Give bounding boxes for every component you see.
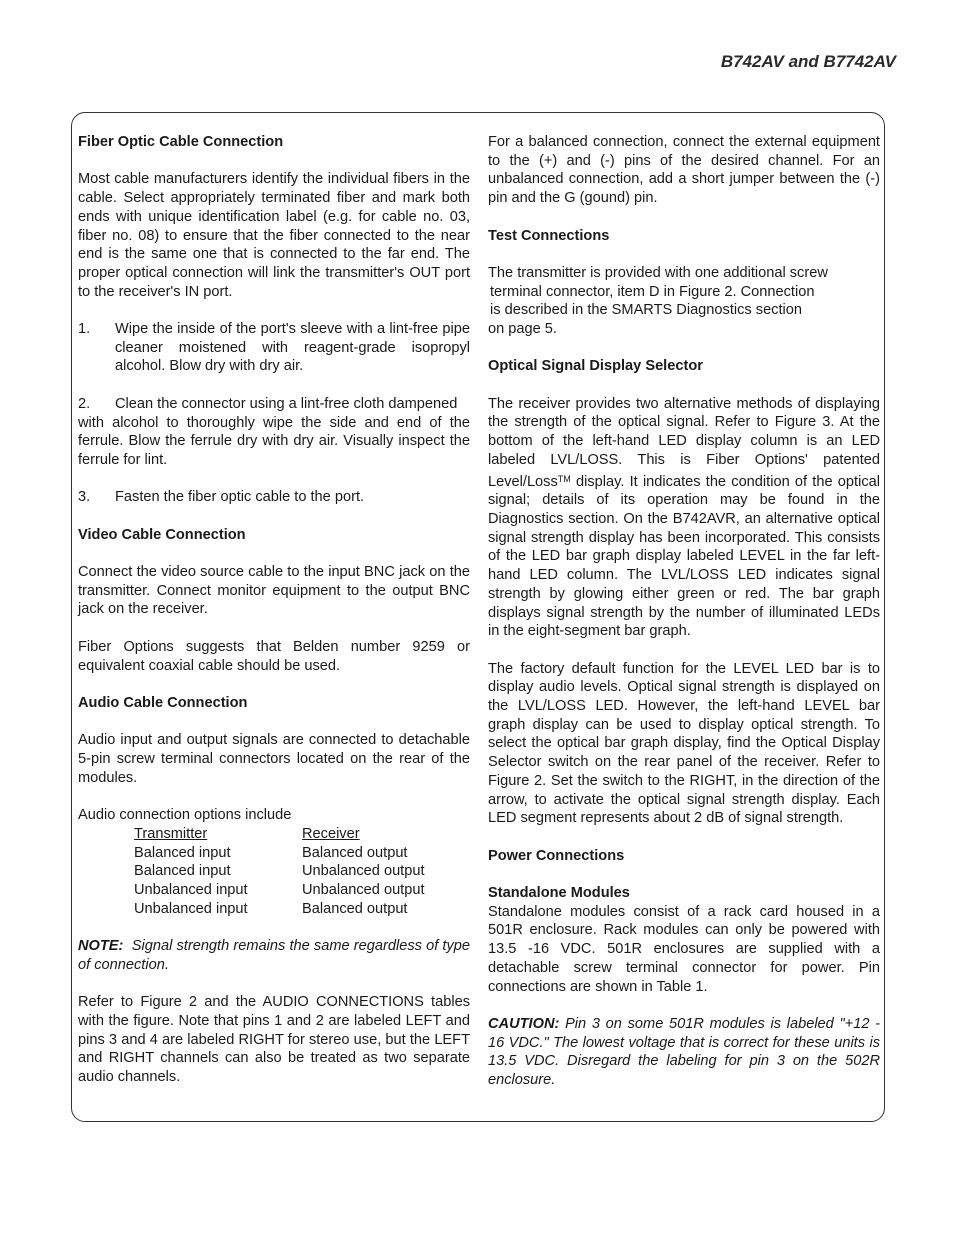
audio-options-header-row — [134, 825, 470, 844]
video-paragraph-2: Fiber Options suggests that Belden number 9259 or equivalent coaxial cable should be used. — [78, 638, 470, 674]
power-heading: Power Connections — [488, 847, 625, 864]
optical-paragraph-2: The factory default function for the LEVEL LED bar is to display audio levels. Optical signal strength is displayed on the LVL/LOSS LED. However, the left-hand LEVEL bar graph display can be used to display optical strength. To select the optical bar graph display, find the Optical Display Selector switch on the rear panel of the receiver. Refer to Figure 2. Set the switch to the RIGHT, in the direction of the arrow, to activate the optical signal strength display. Each LED segment represents about 2 dB of signal strength. — [488, 660, 880, 827]
left-column — [78, 133, 470, 1105]
step-2-number: 2. — [78, 395, 91, 412]
signal-note — [78, 937, 470, 974]
audio-option-row — [134, 900, 470, 919]
note-text: Signal strength remains the same regardless of type of connection. — [78, 938, 471, 973]
balanced-paragraph: For a balanced connection, connect the external equipment to the (+) and (-) pins of the desired channel. For an unbalanced connection, add a short jumper between the (-) pin and the G (gound) pin. — [488, 134, 880, 207]
audio-options-header-transmitter: Transmitter — [134, 825, 208, 842]
test-heading: Test Connections — [488, 227, 610, 244]
audio-options-table — [134, 825, 470, 919]
caution-text: Pin 3 on some 501R modules is labeled "+12 - 16 VDC." The lowest voltage that is correct for these units is 13.5 VDC. Disregard the labeling for pin 3 on the 502R enclosure. — [488, 1015, 880, 1089]
audio-option-row — [134, 881, 470, 900]
audio-option-row — [134, 844, 470, 863]
audio-paragraph-2: Refer to Figure 2 and the AUDIO CONNECTIONS tables with the figure. Note that pins 1 and 2 are labeled LEFT and pins 3 and 4 are labeled RIGHT for stereo use, but the LEFT and RIGHT channels can also be treated as two separate audio channels. — [78, 994, 470, 1085]
caution-label: CAUTION: — [488, 1015, 560, 1032]
caution-note — [488, 1015, 880, 1090]
optical-paragraph-1-b: display. It indicates the condition of the optical signal; details of its operation may be found in the Diagnostics section. On the B742AVR, an alternative optical signal strength display has been incorporated. This consists of the LED bar graph display labeled LEVEL in the far left-hand LED column. The LVL/LOSS LED indicates signal strength by glowing either green or red. The bar graph displays signal strength by the number of illuminated LEDs in the eight-segment bar graph. — [488, 473, 880, 640]
audio-option-transmitter: Balanced input — [134, 844, 231, 861]
right-column — [488, 133, 880, 1108]
fiber-heading: Fiber Optic Cable Connection — [78, 134, 284, 150]
step-2-text: Clean the connector using a lint-free cloth dampened — [115, 395, 458, 412]
optical-paragraph-1 — [488, 395, 880, 641]
audio-option-transmitter: Unbalanced input — [134, 900, 248, 917]
video-heading: Video Cable Connection — [78, 526, 246, 543]
standalone-heading: Standalone Modules — [488, 885, 630, 902]
step-2-continuation: with alcohol to thoroughly wipe the side and end of the ferrule. Blow the ferrule dry with dry air. Visually inspect the ferrule for lint. — [78, 414, 470, 468]
video-paragraph-1: Connect the video source cable to the input BNC jack on the transmitter. Connect monitor equipment to the output BNC jack on the receiver. — [78, 564, 470, 618]
audio-option-receiver: Balanced output — [302, 844, 408, 861]
document-header-title: B742AV and B7742AV — [720, 52, 896, 71]
standalone-paragraph: Standalone modules consist of a rack card housed in a 501R enclosure. Rack modules can only be powered with 13.5 -16 VDC. 501R enclosures are supplied with a detachable screw terminal connector for power. Pin connections are shown in Table 1. — [488, 903, 880, 995]
test-line-4: on page 5. — [488, 321, 557, 337]
step-1-number: 1. — [78, 321, 91, 337]
audio-options-intro: Audio connection options include — [78, 807, 292, 824]
step-2 — [78, 395, 470, 414]
audio-options-header-receiver: Receiver — [302, 825, 360, 842]
trademark-mark: TM — [557, 473, 571, 484]
step-1 — [78, 320, 470, 376]
test-line-2: terminal connector, item D in Figure 2. Connection — [490, 283, 815, 300]
test-line-1: The transmitter is provided with one additional screw — [488, 264, 828, 281]
note-label: NOTE: — [78, 938, 124, 955]
step-3-text: Fasten the fiber optic cable to the port. — [115, 489, 365, 506]
step-3-number: 3. — [78, 489, 91, 506]
audio-paragraph-1: Audio input and output signals are connected to detachable 5-pin screw terminal connectors located on the rear of the modules. — [78, 732, 470, 786]
audio-option-receiver: Balanced output — [302, 900, 408, 917]
audio-option-transmitter: Balanced input — [134, 863, 231, 880]
test-line-3: is described in the SMARTS Diagnostics section — [490, 302, 803, 319]
audio-option-transmitter: Unbalanced input — [134, 881, 248, 898]
audio-heading: Audio Cable Connection — [78, 694, 248, 711]
fiber-paragraph: Most cable manufacturers identify the individual fibers in the cable. Select appropriately terminated fiber and mark both ends with unique identification label (e.g. for cable no. 03, fiber no. 08) to ensure that the fiber connected to the near end is the same one that is connected to the far end. The proper optical connection will link the transmitter's OUT port to the receiver's IN port. — [78, 171, 470, 300]
optical-paragraph-1-a: The receiver provides two alternative methods of displaying the strength of the optical signal. Refer to Figure 3. At the bottom of the left-hand LED display column is an LED labeled LVL/LOSS. This is Fiber Options' patented Level/Loss — [488, 395, 880, 490]
test-paragraph — [488, 264, 880, 339]
step-3 — [78, 488, 470, 507]
audio-option-receiver: Unbalanced output — [302, 881, 425, 898]
step-1-text: Wipe the inside of the port's sleeve with a lint-free pipe cleaner moistened with reagent-grade isopropyl alcohol. Blow dry with dry air. — [115, 321, 470, 375]
optical-heading: Optical Signal Display Selector — [488, 358, 703, 375]
audio-option-receiver: Unbalanced output — [302, 863, 425, 880]
audio-option-row — [134, 862, 470, 881]
